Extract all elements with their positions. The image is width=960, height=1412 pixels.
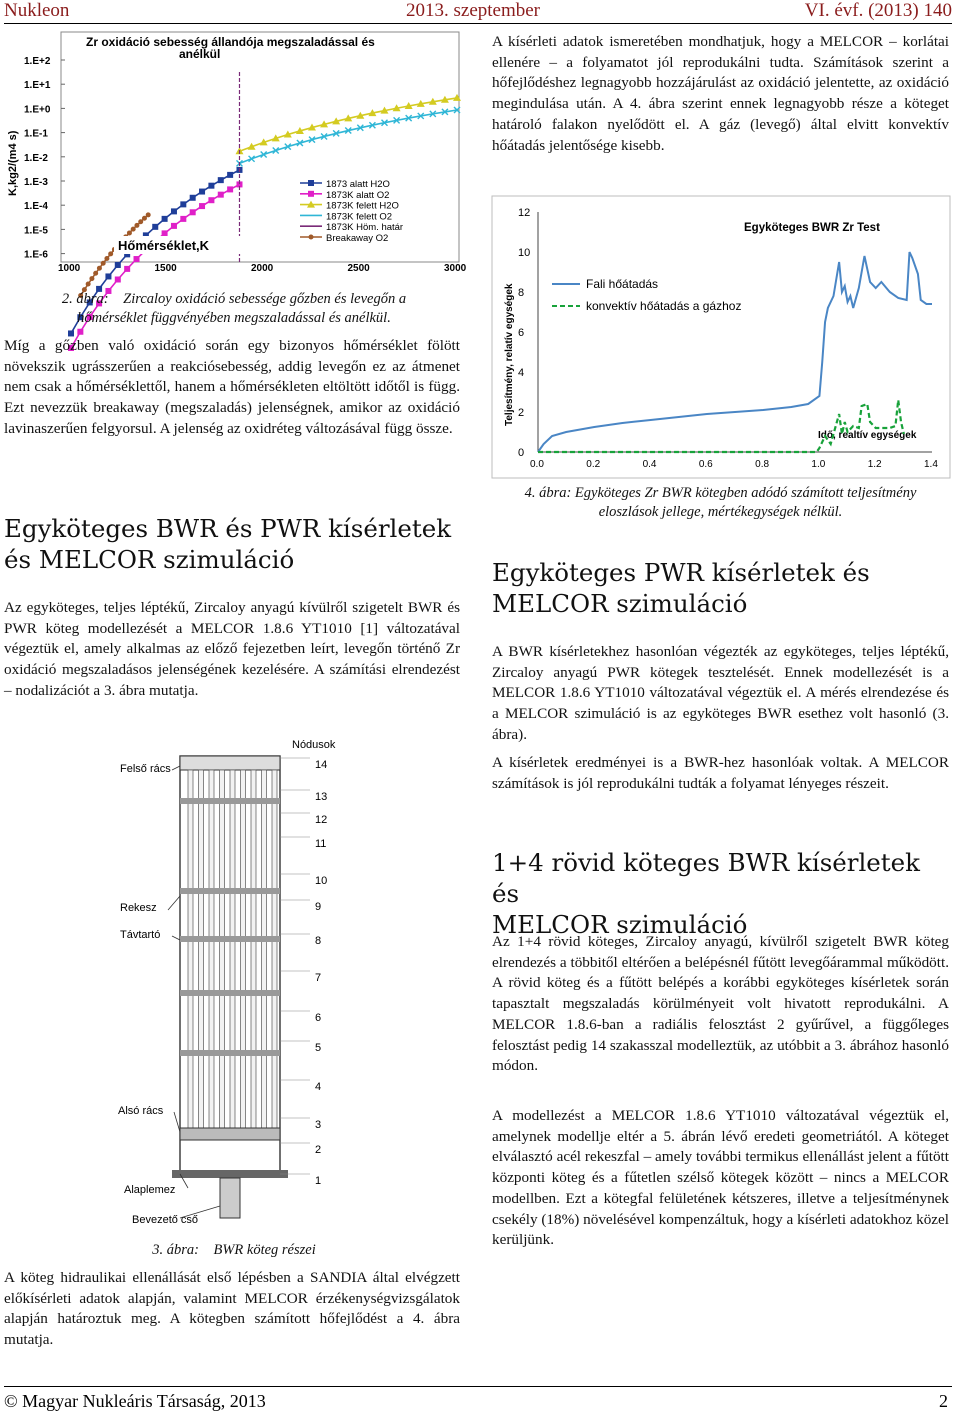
page-header — [4, 0, 952, 24]
figure-4-caption-line1: 4. ábra: Egyköteges Zr BWR kötegben adódó számított teljesítmény — [524, 485, 917, 501]
figure-2-caption-line2: hőmérséklet függvényében megszaladással és anélkül. — [77, 310, 391, 326]
figure-2-marker — [152, 224, 158, 230]
spacer — [180, 888, 280, 894]
figure-4-xtick: 1.2 — [867, 459, 882, 470]
upper-grid — [180, 756, 280, 770]
figure-2-marker — [115, 276, 121, 282]
fuel-rod — [251, 770, 256, 1130]
figure-4-xtick: 0.4 — [642, 459, 657, 470]
figure-2-marker — [134, 223, 139, 228]
section-heading-3-line2: MELCOR szimuláció — [492, 910, 748, 939]
figure-2-ylabel: K,kg2/(m4 s) — [7, 130, 19, 196]
node-number: 13 — [315, 791, 328, 803]
node-number: 6 — [315, 1012, 322, 1024]
spacer — [180, 798, 280, 804]
figure-4-ytick: 4 — [518, 367, 525, 379]
figure-2-legend — [290, 176, 455, 244]
section-heading-1 — [4, 513, 464, 575]
figure-2-marker — [108, 251, 113, 256]
inlet-pipe — [220, 1178, 240, 1218]
node-number: 4 — [315, 1081, 322, 1093]
spacer — [180, 1050, 280, 1056]
figure-2-marker — [190, 195, 196, 201]
figure-2-marker — [162, 230, 168, 236]
figure-2-marker — [162, 216, 168, 222]
tavtarto-label: Távtartó — [120, 929, 161, 941]
figure-2-marker — [124, 266, 130, 272]
node-number: 12 — [315, 814, 328, 826]
figure-3-nodusok-label: Nódusok — [292, 739, 336, 751]
fuel-rod — [241, 770, 246, 1130]
left-paragraph-1: Míg a gőzben való oxidáció során egy bizonyos hőmérséklet fölött növekszik ugrásszerűen a reakciósebesség, addig levegőn ez az átmenet nem csak a hőmérséklettől, hanem a hőmérsékleten eltöltött időtől is függ. Ezt nevezzük breakaway (megszaladás) jelenségnek, amikor az oxidáció lavinaszerűen felgyorsul. A jelenség az oxidréteg változásával függ össze. — [4, 337, 460, 437]
figure-2-caption-num: 2. ábra: — [61, 291, 109, 307]
fuel-rod — [272, 770, 277, 1130]
figure-4-xtick: 0.6 — [698, 459, 713, 470]
section-heading-3 — [492, 847, 952, 940]
figure-2-marker — [180, 216, 186, 222]
figure-3-bundle-structure — [168, 756, 288, 1218]
base-plate — [172, 1170, 288, 1178]
figure-2-marker — [101, 261, 106, 266]
figure-2-legend-marker — [308, 191, 314, 197]
figure-2-marker — [180, 201, 186, 207]
figure-2-marker — [138, 219, 143, 224]
figure-2-ytick: 1.E-2 — [24, 152, 48, 164]
figure-4-ytick: 12 — [518, 207, 531, 219]
right-paragraph-4: Az 1+4 rövid köteges, Zircaloy anyagú, kívülről szigetelt BWR köteg elrendezés a többitől eltérően a belépésnél fűtött levegőárammal működött. A rövid köteg és a fűtött belépés a korábbi egyköteges kísérletek során tapasztalt megszaladás körülményeit volt hivatott reprodukálni. A MELCOR 1.8.6-ban a radiális felosztást 2 gyűrűvel, a függőleges felosztást pedig 14 szakasszal modelleztük, az utóbbit a 3. ábrához hasonló módon. — [492, 933, 949, 1075]
rekesz-label: Rekesz — [120, 902, 157, 914]
figure-2-legend-label: 1873K alatt O2 — [326, 189, 390, 201]
figure-3-caption-text: BWR köteg részei — [213, 1242, 316, 1258]
figure-3-caption-num: 3. ábra: — [152, 1242, 199, 1258]
page-number: 2 — [939, 1391, 948, 1411]
figure-2-ytick: 1.E+0 — [24, 104, 51, 116]
leader-line — [174, 1112, 180, 1132]
node-number: 5 — [315, 1042, 322, 1054]
figure-2-marker — [115, 262, 121, 268]
node-number: 14 — [315, 759, 328, 771]
figure-2-marker — [146, 212, 151, 217]
figure-3-diagram — [110, 730, 380, 1236]
figure-2-title-line2: anélkül — [179, 47, 221, 61]
page-footer — [4, 1386, 952, 1412]
node-number: 8 — [315, 935, 322, 947]
figure-4-chart — [492, 196, 950, 478]
figure-2-marker — [89, 276, 94, 281]
figure-2-chart — [4, 28, 467, 274]
figure-2-legend-label: 1873K felett H2O — [326, 200, 399, 212]
figure-4-xtick: 0.8 — [755, 459, 770, 470]
leader-line — [180, 1206, 220, 1218]
fuel-rod — [188, 770, 193, 1130]
figure-2-caption-line1: Zircaloy oxidáció sebessége gőzben és levegőn a — [123, 291, 407, 307]
figure-2-legend-marker — [309, 235, 314, 240]
figure-3-node-numbers — [280, 758, 327, 1187]
fuel-rod — [262, 770, 267, 1130]
left-paragraph-2: Az egyköteges, teljes léptékű, Zircaloy anyagú kívülről szigetelt BWR és PWR köteg modellezését a MELCOR 1.8.6 YT1010 [1] változatával végeztük el, amely alkalmas az előző fejezetben leírt, levegőn történő Zr oxidáció megszaladásos jelenségének kezelésére. A számítási elrendezést – nodalizációt a 3. ábra mutatja. — [4, 599, 460, 699]
figure-2-ytick: 1.E-6 — [24, 249, 48, 261]
figure-2-ytick: 1.E-4 — [24, 201, 48, 213]
figure-2-ytick: 1.E+2 — [24, 56, 51, 67]
section-heading-1-line2: és MELCOR szimuláció — [4, 545, 295, 574]
figure-2-marker — [77, 329, 83, 335]
figure-4-xtick: 1.0 — [811, 459, 826, 470]
figure-2-marker — [218, 177, 224, 183]
figure-4-ytick: 2 — [518, 407, 525, 419]
figure-4-ylabel: Teljesítmény, relatív egységek — [504, 283, 515, 426]
right-paragraph-1: A kísérleti adatok ismeretében mondhatjuk, hogy a MELCOR – korlátai ellenére – a folyamatot jól reprodukálni tudta. Számítások szerint a hőfejlődéshez legnagyobb hozzájárulást az oxidáció jelentette, az oxidáció megindulása után. A 4. ábra szerint ennek legnagyobb része a köteget határoló falakon nyelődött el. A gáz (levegő) által elvitt konvektív hőátadás jelentősége kisebb. — [492, 33, 949, 154]
node-number: 9 — [315, 901, 322, 913]
figure-2-marker — [208, 197, 214, 203]
node-number: 3 — [315, 1119, 322, 1131]
fuel-rod — [199, 770, 204, 1130]
leader-line — [168, 896, 180, 910]
figure-2-caption — [4, 290, 464, 328]
figure-2-ytick: 1.E-3 — [24, 177, 48, 188]
figure-4-xlabel: Idő, realtív egységek — [818, 430, 917, 441]
node-number: 11 — [315, 838, 327, 850]
figure-2-marker — [199, 189, 205, 195]
figure-4-title: Egyköteges BWR Zr Test — [744, 222, 880, 234]
bevezeto-cso-label: Bevezető cső — [132, 1214, 199, 1226]
node-number: 2 — [315, 1144, 322, 1156]
figure-2-marker — [227, 172, 233, 178]
also-racs-label: Alsó rács — [118, 1105, 164, 1117]
section-heading-1-line1: Egyköteges BWR és PWR kísérletek — [4, 514, 452, 543]
volume-info: VI. évf. (2013) 140 — [804, 0, 952, 21]
fuel-rod — [209, 770, 214, 1130]
leader-line — [172, 766, 180, 770]
figure-4-ytick: 10 — [518, 247, 531, 259]
figure-2-xlabel: Hőmérséklet,K — [118, 238, 210, 253]
spacer — [180, 990, 280, 996]
figure-2-marker — [104, 256, 109, 261]
figure-4-ytick: 6 — [518, 327, 525, 339]
right-paragraph-2: A BWR kísérletekhez hasonlóan végezték az egyköteges, teljes léptékű, Zircaloy anyagú PWR kötegek tesztelését. Ennek modellezését is a MELCOR 1.8.6 YT1010 változatával végeztük el. A mérés elrendezése és a MELCOR szimuláció is az egyköteges BWR esethez volt hasonló (3. ábra). — [492, 643, 949, 743]
node-number: 1 — [315, 1175, 322, 1187]
figure-2-marker — [218, 192, 224, 198]
section-heading-3-line1: 1+4 rövid köteges BWR kísérletek és — [492, 848, 920, 908]
figure-4-ytick: 8 — [518, 287, 525, 299]
figure-2-marker — [97, 266, 102, 271]
figure-2-xtick: 1000 — [58, 263, 81, 274]
fuel-rod — [220, 770, 225, 1130]
figure-3-caption — [4, 1241, 464, 1260]
figure-4-xtick: 0.0 — [530, 459, 544, 470]
figure-4-caption — [492, 484, 949, 522]
figure-2-marker — [199, 203, 205, 209]
figure-2-marker — [131, 227, 136, 232]
lower-grid — [180, 1128, 280, 1140]
figure-2-marker — [93, 271, 98, 276]
figure-4-caption-line2: eloszlások jellege, mértékegységek nélkül. — [598, 504, 843, 520]
figure-2-legend-label: Breakaway O2 — [326, 233, 389, 244]
figure-4-ytick: 0 — [518, 447, 525, 459]
figure-2-xtick: 2500 — [347, 263, 370, 274]
figure-2-xtick: 3000 — [444, 263, 467, 274]
figure-2-legend-label: 1873 alatt H2O — [326, 179, 390, 190]
copyright-text: © Magyar Nukleáris Társaság, 2013 — [4, 1391, 266, 1411]
fuel-rod — [230, 770, 235, 1130]
figure-2-ytick: 1.E-1 — [24, 128, 48, 140]
figure-2-title-line1: Zr oxidáció sebesség állandója megszaladással és — [86, 35, 375, 49]
section-heading-2-line2: MELCOR szimuláció — [492, 589, 748, 618]
figure-2-marker — [171, 208, 177, 214]
figure-2-marker — [127, 230, 132, 235]
figure-4-xtick: 1.4 — [924, 459, 938, 470]
legend-conv-label: konvektív hőátadás a gázhoz — [586, 299, 742, 313]
figure-2-marker — [86, 282, 91, 287]
figure-2-legend-label: 1873K Höm. határ — [326, 222, 404, 234]
felso-racs-label: Felső rács — [120, 763, 171, 775]
figure-2-marker — [190, 209, 196, 215]
alaplemez-label: Alaplemez — [124, 1184, 176, 1196]
issue-date: 2013. szeptember — [406, 0, 541, 21]
figure-2-marker — [105, 273, 111, 279]
legend-wall-label: Fali hőátadás — [586, 277, 659, 291]
figure-2-marker — [227, 186, 233, 192]
node-number: 10 — [315, 875, 328, 887]
figure-2-ytick: 1.E-5 — [24, 225, 48, 237]
right-paragraph-3: A kísérletek eredményei is a BWR-hez hasonlóak voltak. A MELCOR számítások is jól reprodukálni tudták a folyamat lényeges részeit. — [492, 754, 949, 792]
figure-2-xtick: 2000 — [251, 263, 274, 274]
spacer — [180, 936, 280, 942]
figure-2-xtick: 1500 — [154, 263, 177, 274]
journal-name: Nukleon — [4, 0, 70, 21]
figure-4-xtick: 0.2 — [586, 459, 601, 470]
figure-2-legend-label: 1873K felett O2 — [326, 211, 393, 223]
right-paragraph-5: A modellezést a MELCOR 1.8.6 YT1010 változatával végeztük el, amelynek modellje eltér a 5. ábrán lévő eredeti geometriától. A köteget elválasztó acél rekeszfal – amely további termikus ellenállást jelent a fűtött központi köteg és a fűtetlen szélső kötegek között – nincs a MELCOR modellben. Ezt a kötegfal felületének kétszeres, illetve a teljesítménynek csekély (18%) növelésével kompenzáltuk, hogy a kísérleti adatokhoz közel kerüljünk. — [492, 1107, 949, 1249]
figure-2-legend-marker — [308, 180, 314, 186]
node-number: 7 — [315, 972, 322, 984]
figure-2-marker — [171, 223, 177, 229]
left-paragraph-3: A köteg hidraulikai ellenállását első lépésben a SANDIA által elvégzett előkísérleti adatok alapján, valamint MELCOR érzékenységvizsgálatok alapján határoztuk meg. A kötegben számított hőfejlődést a 4. ábra mutatja. — [4, 1269, 460, 1349]
figure-2-marker — [134, 256, 140, 262]
section-heading-2 — [492, 557, 952, 619]
figure-2-marker — [142, 216, 147, 221]
section-heading-2-line1: Egyköteges PWR kísérletek és — [492, 558, 870, 587]
figure-2-ytick: 1.E+1 — [24, 80, 51, 92]
figure-2-marker — [208, 183, 214, 189]
leader-line — [172, 936, 180, 940]
